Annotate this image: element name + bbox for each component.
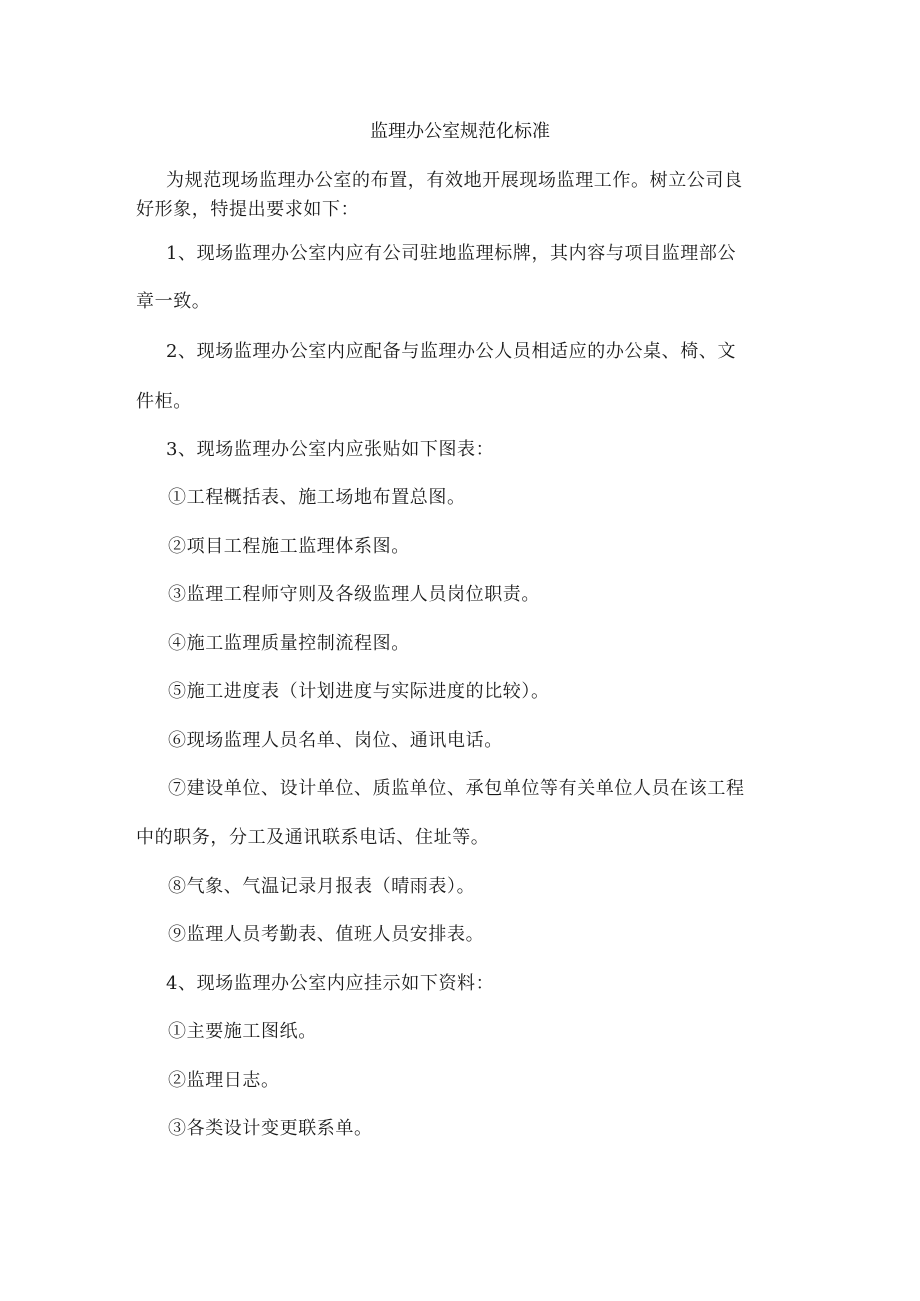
item2-line-1: 2、现场监理办公室内应配备与监理办公人员相适应的办公桌、椅、文 [166,341,737,362]
item3-subitem-8: ⑧气象、气温记录月报表（晴雨表）。 [168,876,476,897]
item4-heading: 4、现场监理办公室内应挂示如下资料： [166,973,495,994]
item2-line-2: 件柜。 [136,391,192,412]
intro-line-2: 好形象，特提出要求如下： [136,199,360,220]
item3-heading: 3、现场监理办公室内应张贴如下图表： [166,439,495,460]
item1-line-1: 1、现场监理办公室内应有公司驻地监理标牌，其内容与项目监理部公 [166,243,737,264]
item3-subitem-7-line-1: ⑦建设单位、设计单位、质监单位、承包单位等有关单位人员在该工程 [168,778,745,799]
item3-subitem-7-line-2: 中的职务，分工及通讯联系电话、住址等。 [136,827,490,848]
intro-line-1: 为规范现场监理办公室的布置，有效地开展现场监理工作。树立公司良 [166,170,743,191]
document-title: 监理办公室规范化标准 [370,121,550,142]
item4-subitem-3: ③各类设计变更联系单。 [168,1118,373,1139]
item4-subitem-1: ①主要施工图纸。 [168,1021,317,1042]
item3-subitem-9: ⑨监理人员考勤表、值班人员安排表。 [168,924,485,945]
item4-subitem-2: ②监理日志。 [168,1070,280,1091]
item3-subitem-1: ①工程概括表、施工场地布置总图。 [168,487,466,508]
item1-line-2: 章一致。 [136,291,211,312]
item3-subitem-3: ③监理工程师守则及各级监理人员岗位职责。 [168,584,540,605]
item3-subitem-5: ⑤施工进度表（计划进度与实际进度的比较）。 [168,681,550,702]
item3-subitem-4: ④施工监理质量控制流程图。 [168,633,410,654]
item3-subitem-2: ②项目工程施工监理体系图。 [168,536,410,557]
item3-subitem-6: ⑥现场监理人员名单、岗位、通讯电话。 [168,730,503,751]
